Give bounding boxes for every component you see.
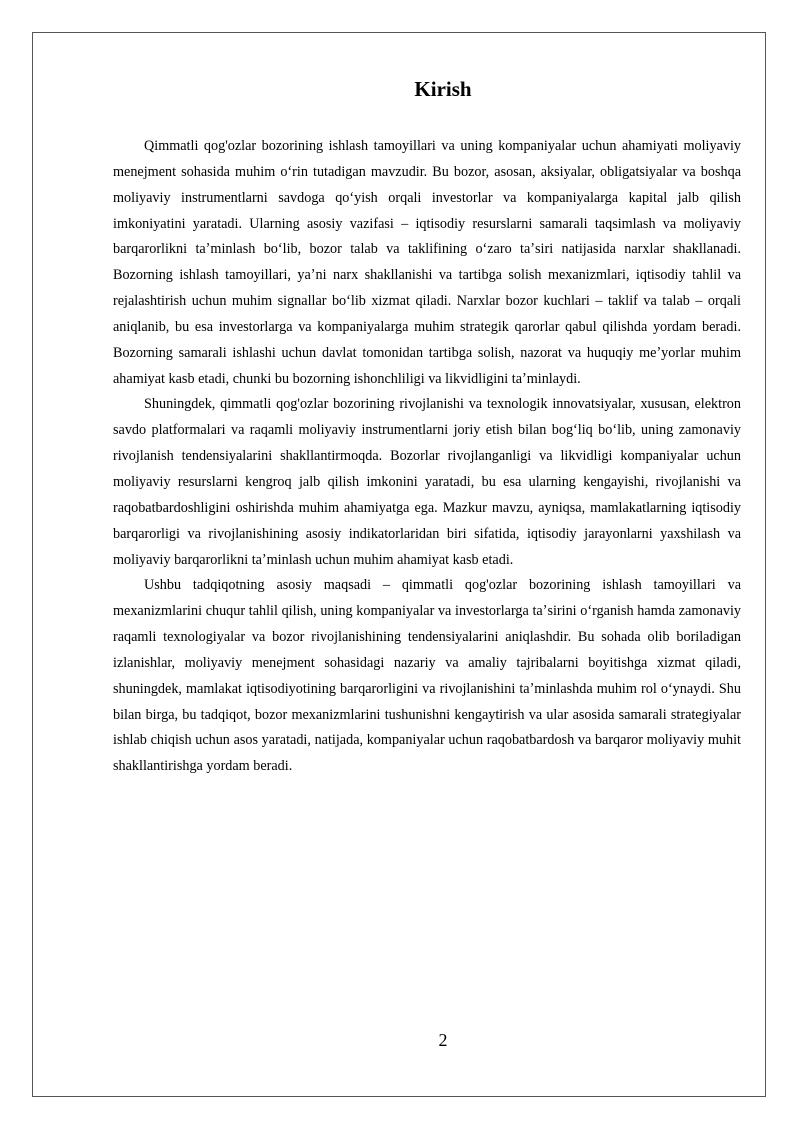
paragraph-3: Ushbu tadqiqotning asosiy maqsadi – qimmatli qog'ozlar bozorining ishlash tamoyillari va mexanizmlarini chuqur tahlil qilish, uning kompaniyalar va investorlarga taʼsirini oʻrganish hamda zamonaviy raqamli texnologiyalar va bozor rivojlanishining tendensiyalarini aniqlashdir. Bu sohada olib boriladigan izlanishlar, moliyaviy menejment sohasidagi nazariy va amaliy tajribalarni boyitishga xizmat qiladi, shuningdek, mamlakat iqtisodiyotining barqarorligini va rivojlanishini taʼminlashda muhim rol oʻynaydi. Shu bilan birga, bu tadqiqot, bozor mexanizmlarini tushunishni kengaytirish va ular asosida samarali strategiyalar ishlab chiqish uchun asos yaratadi, natijada, kompaniyalar uchun raqobatbardosh va barqaror moliyaviy muhit shakllantirishga yordam beradi. xyxy=(113,577,741,775)
page-title: Kirish xyxy=(414,77,472,101)
paragraph-2: Shuningdek, qimmatli qog'ozlar bozorining rivojlanishi va texnologik innovatsiyalar, xususan, elektron savdo platformalari va raqamli moliyaviy instrumentlarni joriy etish bilan bogʻliq boʻlib, uning zamonaviy rivojlanish tendensiyalarini shakllantirmoqda. Bozorlar rivojlanganligi va likvidligi kompaniyalar uchun moliyaviy resurslarni kengroq jalb qilish imkonini yaratadi, bu esa ularning kengayishi, rivojlanishi va raqobatbardoshligini oshirishda muhim ahamiyatga ega. Mazkur mavzu, ayniqsa, mamlakatlarning iqtisodiy barqarorligi va rivojlanishining asosiy indikatorlaridan biri sifatida, iqtisodiy jarayonlarni yaxshilash va moliyaviy barqarorlikni taʼminlash uchun muhim ahamiyat kasb etadi. xyxy=(113,396,741,568)
paragraph-1: Qimmatli qog'ozlar bozorining ishlash tamoyillari va uning kompaniyalar uchun ahamiyati moliyaviy menejment sohasida muhim oʻrin tutadigan mavzudir. Bu bozor, asosan, aksiyalar, obligatsiyalar va boshqa moliyaviy instrumentlarni savdoga qoʻyish orqali investorlar va kompaniyalarga kapital jalb qilish imkoniyatini yaratadi. Ularning asosiy vazifasi – iqtisodiy resurslarni samarali taqsimlash va moliyaviy barqarorlikni taʼminlash boʻlib, bozor talab va taklifining oʻzaro taʼsiri natijasida narxlar shakllanadi. Bozorning ishlash tamoyillari, yaʼni narx shakllanishi va tartibga solish mexanizmlari, iqtisodiy tahlil va rejalashtirish uchun muhim signallar boʻlib xizmat qiladi. Narxlar bozor kuchlari – taklif va talab – orqali aniqlanib, bu esa investorlarga va kompaniyalarga muhim strategik qarorlar qabul qilishda yordam beradi. Bozorning samarali ishlashi uchun davlat tomonidan tartibga solish, nazorat va huquqiy meʼyorlar muhim ahamiyat kasb etadi, chunki bu bozorning ishonchliligi va likvidligini taʼminlaydi. xyxy=(113,138,741,387)
body-text xyxy=(113,134,741,780)
page-number: 2 xyxy=(438,1030,448,1050)
